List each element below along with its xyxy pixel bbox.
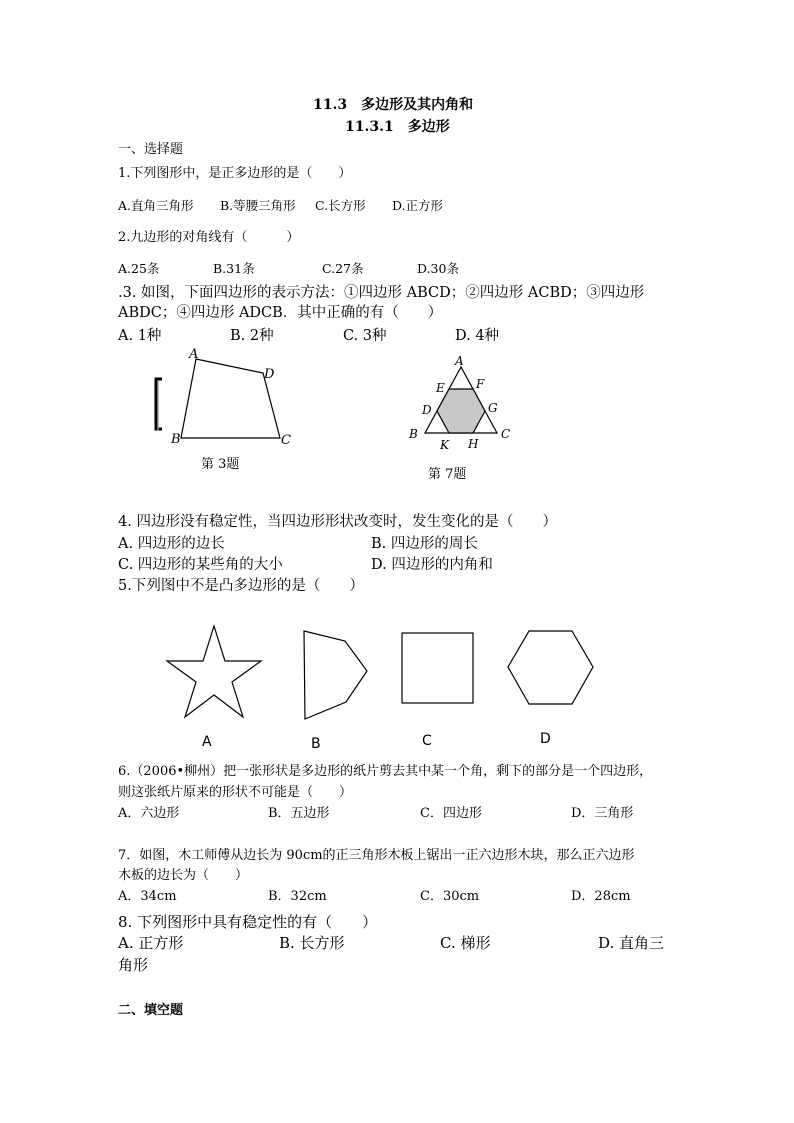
q3-option-b: B. 2种 [230,328,274,344]
fig7-label-d: D [422,403,432,417]
q2-option-d: D.30条 [417,261,459,276]
q8-stem: 8. 下列图形中具有稳定性的有（ ） [118,913,378,931]
fig7-label-e: E [436,381,445,395]
q3-option-a: A. 1种 [118,328,162,344]
section-fill-blank-heading: 二、填空题 [118,1003,184,1018]
fig7-label-k: K [440,438,449,452]
q6-option-c: C．四边形 [420,806,482,821]
q7-stem-line1: 7．如图，木工师傅从边长为 90cm的正三角形木板上锯出一正六边形木块，那么正六边形 [118,848,635,863]
q5-label-d: D [540,731,551,747]
q4-option-a: A. 四边形的边长 [118,536,225,552]
shaded-hexagon [437,389,485,433]
fig7-label-b: B [409,427,418,441]
pentagon-shape [304,631,367,719]
q1-option-b: B.等腰三角形 [220,198,296,213]
page-title: 11.3 多边形及其内角和 [313,97,474,113]
fig3-label-a: A [189,347,199,362]
hexagon-shape [508,631,593,704]
page-subtitle: 11.3.1 多边形 [345,119,450,135]
q8-option-d-continuation: 角形 [118,956,149,974]
q3-option-d: D. 4种 [455,328,500,344]
q6-stem-line1: 6.（2006•柳州）把一张形状是多边形的纸片剪去其中某一个角，剩下的部分是一个四边形， [118,764,653,779]
q4-stem: 4. 四边形没有稳定性，当四边形形状改变时，发生变化的是（ ） [118,514,557,530]
q7-option-a: A．34cm [118,889,177,904]
figure-3-quadrilateral [150,345,300,455]
section-choice-heading: 一、选择题 [118,142,184,157]
q3-stem-line2: ABDC；④四边形 ADCB．其中正确的有（ ） [118,305,443,321]
q5-shapes [160,620,600,755]
q5-stem: 5.下列图中不是凸多边形的是（ ） [118,578,364,594]
fig7-label-c: C [501,427,511,441]
star-shape [167,626,261,717]
q3-stem-line1: .3. 如图，下面四边形的表示方法：①四边形 ABCD；②四边形 ACBD；③四边形 [118,285,645,301]
q2-option-c: C.27条 [322,261,364,276]
q7-option-b: B．32cm [268,889,327,904]
fig3-label-d: D [264,367,275,382]
fig7-label-f: F [476,377,485,391]
square-shape [402,633,473,703]
q5-label-c: C [422,733,432,749]
fig7-label-h: H [468,437,479,451]
q4-option-d: D. 四边形的内角和 [371,557,493,573]
fig3-label-c: C [281,433,291,448]
q8-option-d: D. 直角三 [598,934,665,952]
q1-option-c: C.长方形 [315,198,366,213]
q5-label-b: B [311,736,321,752]
q6-option-b: B．五边形 [268,806,330,821]
fig7-label-g: G [488,401,498,415]
q7-stem-line2: 木板的边长为（ ） [118,868,249,883]
q2-option-a: A.25条 [118,261,160,276]
q1-stem: 1.下列图形中，是正多边形的是（ ） [118,166,352,181]
q4-option-b: B. 四边形的周长 [371,536,478,552]
q7-option-c: C．30cm [420,889,480,904]
q4-option-c: C. 四边形的某些角的大小 [118,557,283,573]
fig7-label-a: A [455,354,464,368]
q2-stem: 2.九边形的对角线有（ ） [118,230,300,245]
q8-option-a: A. 正方形 [118,934,184,952]
q6-option-a: A．六边形 [118,806,180,821]
q1-option-d: D.正方形 [392,198,444,213]
q3-option-c: C. 3种 [343,328,387,344]
figure-3-caption: 第 3题 [201,457,240,472]
q6-stem-line2: 则这张纸片原来的形状不可能是（ ） [118,785,353,800]
q8-option-c: C. 梯形 [440,934,491,952]
bracket-mark [156,379,162,429]
figure-7-triangle-hexagon [400,352,520,457]
q8-option-b: B. 长方形 [279,934,345,952]
fig3-label-b: B [171,432,181,447]
figure-7-caption: 第 7题 [428,467,467,482]
q2-option-b: B.31条 [213,261,255,276]
q5-label-a: A [202,734,212,750]
q1-option-a: A.直角三角形 [118,198,194,213]
q7-option-d: D．28cm [571,889,631,904]
q6-option-d: D．三角形 [571,806,634,821]
